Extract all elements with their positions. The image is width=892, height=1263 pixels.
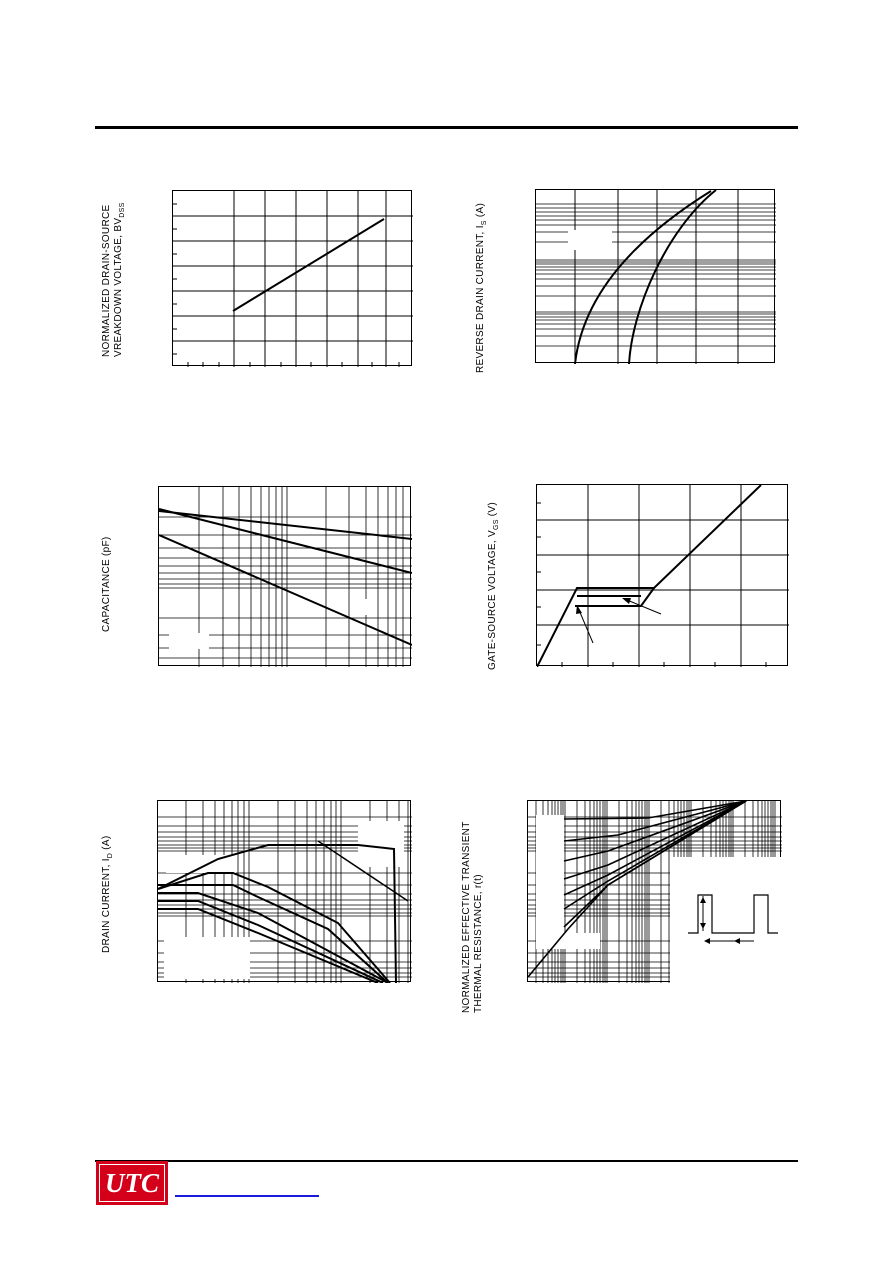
capacitance-series-3: [159, 535, 412, 645]
breakdown-ylabel: NORMALIZED DRAIN-SOURCE VREAKDOWN VOLTAGE, $BV_{DSS}$: [101, 202, 126, 357]
drain-plot-area: [158, 801, 412, 983]
footer-website-link[interactable]: [175, 1195, 319, 1197]
gate-ylabel: GATE-SOURCE VOLTAGE, $V_{GS}$ (V): [487, 502, 500, 670]
breakdown-chart: [172, 190, 412, 366]
gate-arrow-2: [579, 610, 593, 643]
utc-logo: [96, 1161, 168, 1205]
capacitance-ylabel: CAPACITANCE (pF): [101, 536, 112, 632]
capacitance-chart: [158, 486, 411, 666]
reverse-chart: [535, 189, 775, 363]
reverse-ylabel: REVERSE DRAIN CURRENT, $I_S$ (A): [475, 202, 488, 373]
thermal-series-3: [564, 801, 746, 861]
capacitance-plot-area: [159, 487, 412, 667]
drain-ylabel: DRAIN CURRENT, $I_D$ (A): [101, 835, 114, 953]
gate-series-1: [537, 485, 761, 667]
thermal-chart: [527, 800, 781, 982]
reverse-series-1: [575, 191, 711, 364]
utc-logo-text: UTC: [99, 1164, 165, 1202]
gate-plot-area: [537, 485, 789, 667]
thermal-series-2: [564, 801, 746, 841]
drain-chart: [157, 800, 411, 982]
footer-rule: [95, 1160, 798, 1162]
capacitance-series-2: [159, 509, 412, 573]
breakdown-plot-area: [173, 191, 413, 367]
thermal-plot-area: [528, 801, 782, 983]
thermal-ylabel: NORMALIZED EFFECTIVE TRANSIENT THERMAL RESISTANCE, r(t): [461, 821, 484, 1013]
gate-chart: [536, 484, 788, 666]
reverse-plot-area: [536, 190, 776, 364]
breakdown-series-line: [233, 219, 384, 311]
header-rule: [95, 126, 798, 129]
